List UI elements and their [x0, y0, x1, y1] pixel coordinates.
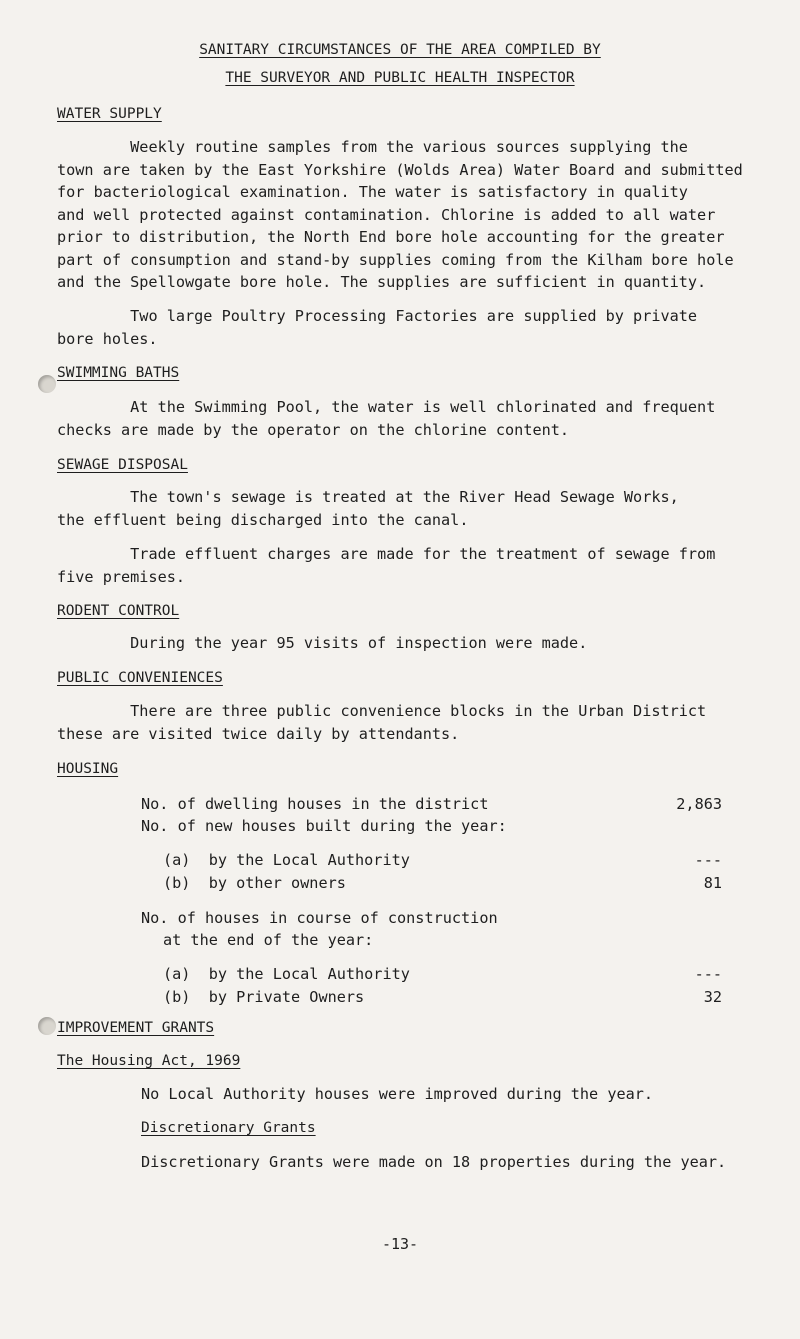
- report-title-line1: SANITARY CIRCUMSTANCES OF THE AREA COMPILED BY: [199, 42, 601, 58]
- housing-act-paragraph: No Local Authority houses were improved during the year.: [141, 1085, 654, 1103]
- rodent-control-paragraph: During the year 95 visits of inspection were made.: [57, 634, 588, 652]
- construction-private-owners-value: 32: [703, 988, 722, 1006]
- dwellings-value: 2,863: [676, 795, 722, 813]
- water-supply-paragraph-1: Weekly routine samples from the various sources supplying the town are taken by the East Yorkshire (Wolds Area) Water Board and submitted for bacteriological examination. The water is satisfactory in quality and well protected against contamination. Chlorine is added to all water prior to distribution, the North End bore hole accounting for the greater part of consumption and stand-by supplies coming from the Kilham bore hole and the Spellowgate bore hole. The supplies are sufficient in quantity.: [57, 138, 743, 291]
- construction-label-line1: No. of houses in course of construction: [141, 909, 498, 927]
- public-conveniences-heading: PUBLIC CONVENIENCES: [57, 670, 223, 686]
- swimming-baths-paragraph: At the Swimming Pool, the water is well chlorinated and frequent checks are made by the operator on the chlorine content.: [57, 398, 716, 439]
- construction-local-authority-label: (a) by the Local Authority: [163, 965, 410, 983]
- rodent-control-heading: RODENT CONTROL: [57, 603, 180, 619]
- new-houses-local-authority-value: ---: [694, 851, 722, 869]
- construction-label-line2: at the end of the year:: [163, 931, 374, 949]
- punch-hole-top: [38, 375, 56, 393]
- construction-local-authority-value: ---: [694, 965, 722, 983]
- sewage-disposal-heading: SEWAGE DISPOSAL: [57, 457, 188, 473]
- discretionary-grants-paragraph: Discretionary Grants were made on 18 properties during the year.: [141, 1153, 727, 1171]
- new-houses-other-owners-value: 81: [703, 874, 722, 892]
- sewage-disposal-paragraph-2: Trade effluent charges are made for the treatment of sewage from five premises.: [57, 545, 716, 586]
- water-supply-paragraph-2: Two large Poultry Processing Factories are supplied by private bore holes.: [57, 307, 698, 348]
- improvement-grants-heading: IMPROVEMENT GRANTS: [57, 1020, 215, 1036]
- sewage-disposal-paragraph-1: The town's sewage is treated at the River Head Sewage Works, the effluent being discharged into the canal.: [57, 488, 679, 529]
- housing-heading: HOUSING: [57, 761, 119, 777]
- new-houses-label: No. of new houses built during the year:: [141, 817, 507, 835]
- water-supply-heading: WATER SUPPLY: [57, 106, 162, 122]
- new-houses-local-authority-label: (a) by the Local Authority: [163, 851, 410, 869]
- public-conveniences-paragraph: There are three public convenience blocks in the Urban District these are visited twice daily by attendants.: [57, 702, 707, 743]
- swimming-baths-heading: SWIMMING BATHS: [57, 365, 180, 381]
- new-houses-other-owners-label: (b) by other owners: [163, 874, 346, 892]
- housing-act-subheading: The Housing Act, 1969: [57, 1053, 241, 1069]
- construction-private-owners-label: (b) by Private Owners: [163, 988, 365, 1006]
- dwellings-label: No. of dwelling houses in the district: [141, 795, 489, 813]
- discretionary-grants-subheading: Discretionary Grants: [141, 1120, 316, 1136]
- report-title-line2: THE SURVEYOR AND PUBLIC HEALTH INSPECTOR: [225, 70, 575, 86]
- punch-hole-bottom: [38, 1017, 56, 1035]
- page-number: -13-: [381, 1235, 419, 1253]
